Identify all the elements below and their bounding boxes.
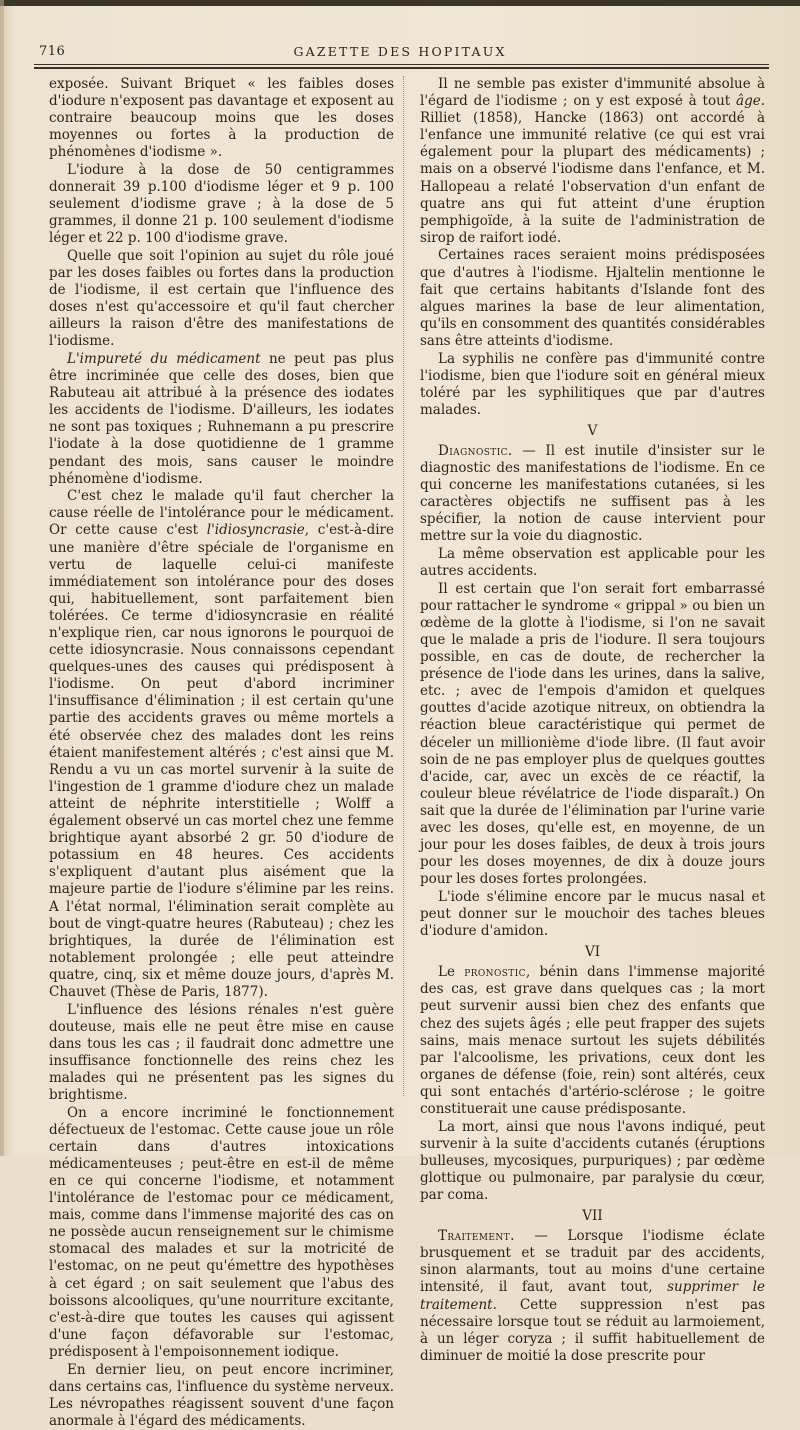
section-label: pronostic	[464, 964, 526, 981]
paragraph-text: , bénin dans l'immense majorité des cas, est grave dans quelques cas ; la mort peut survenir aussi bien chez des enfants que chez des sujets âgés ; elle peut frapper des sujets sains, mais menace surtout les sujets débilités par l'alcoolisme, les privations, ceux dont les organes de défense (foie, rein) sont altérés, ceux qui sont entachés d'artério-sclérose ; le goitre constituerait une cause prédisposante.	[420, 964, 765, 1118]
paragraph	[420, 964, 765, 1118]
section-label: Diagnostic.	[438, 442, 513, 459]
section-heading-v: V	[587, 422, 598, 439]
paragraph: La mort, ainsi que nous l'avons indiqué, peut survenir à la suite d'accidents cutanés (éruptions bulleuses, mycosiques, purpuriques) ; par œdème glottique ou pulmonaire, par paralysie du cœur, par coma.	[420, 1118, 765, 1203]
paragraph	[420, 76, 765, 247]
paragraph-text: . Cette suppression n'est pas nécessaire lorsque tout se réduit au larmoiement, à un léger coryza ; il suffit habituellement de diminuer de moitié la dose prescrite pour	[420, 1296, 765, 1364]
section-heading-vii: VII	[582, 1208, 603, 1225]
paragraph: exposée. Suivant Briquet « les faibles doses d'iodure n'exposent pas davantage et exposent au contraire beaucoup moins que les doses moyennes ou fortes à la production de phénomènes d'iodisme ».	[49, 76, 394, 161]
column-divider	[403, 76, 404, 1096]
section-label: Traitement.	[438, 1228, 515, 1245]
right-column	[420, 76, 765, 1365]
paragraph-text: . Rilliet (1858), Hancke (1863) ont accordé à l'enfance une immunité relative (ce qui est vrai également pour la plupart des médicaments) ; mais on a observé l'iodisme dans l'enfance, et M. Hallopeau a relaté l'observation d'un enfant de quatre ans qui fut atteint d'une éruption pemphigoïde, à la suite de l'administration de sirop de raifort iodé.	[420, 93, 765, 246]
paragraph	[420, 1228, 765, 1365]
italic-phrase: supprimer le traitement	[420, 1279, 765, 1313]
paragraph: L'iodure à la dose de 50 centigrammes donnerait 39 p.100 d'iodisme léger et 9 p. 100 seulement d'iodisme grave ; à la dose de 5 grammes, il donne 21 p. 100 seulement d'iodisme léger et 22 p. 100 d'iodisme grave.	[49, 161, 394, 247]
paragraph-text: Il ne semble pas exister d'immunité absolue à l'égard de l'iodisme ; on y est exposé à tout	[420, 76, 765, 110]
paragraph	[49, 488, 394, 1001]
header-rule-thin	[34, 64, 769, 65]
journal-title: GAZETTE DES HOPITAUX	[293, 44, 507, 59]
paragraph-text: Le	[438, 964, 465, 981]
paragraph-text: — Lorsque l'iodisme éclate brusquement et se traduit par des accidents, sinon alarmants, tout au moins d'une certaine intensité, il faut, avant tout,	[420, 1228, 765, 1296]
paragraph-text: C'est chez le malade qu'il faut chercher la cause réelle de l'intolérance pour le médicament. Or cette cause c'est	[49, 488, 394, 539]
paragraph: La même observation est applicable pour les autres accidents.	[420, 546, 765, 580]
paragraph: Quelle que soit l'opinion au sujet du rôle joué par les doses faibles ou fortes dans la production de l'iodisme, il est certain que l'influence des doses n'est qu'accessoire et qu'il faut chercher ailleurs la raison d'être des manifestations de l'iodisme.	[49, 247, 394, 350]
italic-phrase: âge	[736, 93, 761, 110]
section-heading-vi: VI	[584, 944, 601, 961]
left-column	[49, 76, 394, 1430]
paragraph	[49, 351, 394, 488]
italic-phrase: L'impureté du médicament	[67, 351, 261, 367]
page-number: 716	[39, 44, 66, 59]
paragraph: En dernier lieu, on peut encore incriminer, dans certains cas, l'influence du système nerveux. Les névropathes réagissent souvent d'une façon anormale à l'égard des médicaments.	[49, 1361, 394, 1429]
paragraph: L'influence des lésions rénales n'est guère douteuse, mais elle ne peut être mise en cause dans tous les cas ; il faudrait donc admettre une insuffisance fonctionnelle des reins chez les malades qui ne présentent pas les signes du brightisme.	[49, 1001, 394, 1104]
paragraph: On a encore incriminé le fonctionnement défectueux de l'estomac. Cette cause joue un rôle certain dans d'autres intoxications médicamenteuses ; peut-être en est-il de même en ce qui concerne l'iodisme, et notamment l'intolérance de l'estomac pour ce médicament, mais, comme dans l'immense majorité des cas on ne possède aucun renseignement sur le chimisme stomacal des malades et sur la motricité de l'estomac, on ne peut qu'émettre des hypothèses à cet égard ; on sait seulement que l'abus des boissons alcooliques, qu'une nourriture excitante, c'est-à-dire que toutes les causes qui agissent d'une façon défavorable sur l'estomac, prédisposent à l'empoisonnement iodique.	[49, 1104, 394, 1360]
paragraph: Certaines races seraient moins prédisposées que d'autres à l'iodisme. Hjaltelin mentionne le fait que certains habitants d'Islande font des algues marines la base de leur alimentation, qu'ils en consomment des quantités considérables sans être atteints d'iodisme.	[420, 247, 765, 349]
paragraph-text: , c'est-à-dire une manière d'être spéciale de l'organisme en vertu de laquelle celui-ci manifeste immédiatement son intolérance pour des doses qui, habituellement, sont parfaitement bien tolérées. Ce terme d'idiosyncrasie en réalité n'explique rien, car nous ignorons le pourquoi de cette idiosyncrasie. Nous connaissons cependant quelques-unes des causes qui prédisposent à l'iodisme. On peut d'abord incriminer l'insuffisance d'élimination ; il est certain qu'une partie des accidents graves ou même mortels a été observée chez des malades dont les reins étaient manifestement altérés ; c'est ainsi que M. Rendu a vu un cas mortel survenir à la suite de l'ingestion de 1 gramme d'iodure chez un malade atteint de néphrite interstitielle ; Wolff a également observé un cas mortel chez une femme brightique ayant absorbé 2 gr. 50 d'iodure de potassium en 48 heures. Ces accidents s'expliquent d'autant plus aisément que la majeure partie de l'iodure s'élimine par les reins. A l'état normal, l'élimination serait complète au bout de vingt-quatre heures (Rabuteau) ; chez les brightiques, la durée de l'élimination est notablement prolongée ; elle peut atteindre quatre, cinq, six et même douze jours, d'après M. Chauvet (Thèse de Paris, 1877).	[49, 522, 394, 1000]
paragraph: Il est certain que l'on serait fort embarrassé pour rattacher le syndrome « grippal » ou bien un œdème de la glotte à l'iodisme, si l'on ne savait que le malade a pris de l'iodure. Il sera toujours possible, en cas de doute, de rechercher la présence de l'iode dans les urines, dans la salive, etc. ; avec de l'empois d'amidon et quelques gouttes d'acide azotique nitreux, on obtiendra la réaction bleue caractéristique qui permet de déceler un millionième d'iode libre. (Il faut avoir soin de ne pas employer plus de quelques gouttes d'acide, car, avec un excès de ce réactif, la couleur bleue révélatrice de l'iode disparaît.) On sait que la durée de l'élimination par l'urine varie avec les doses, qu'elle est, en moyenne, de un jour pour les doses faibles, de deux à trois jours pour les doses moyennes, de dix à douze jours pour les doses fortes prolongées.	[420, 580, 765, 888]
paragraph-text: — Il est inutile d'insister sur le diagnostic des manifestations de l'iodisme. En ce qui concerne les manifestations cutanées, si les caractères objectifs ne suffisent pas à les spécifier, la notion de cause intervient pour mettre sur la voie du diagnostic.	[420, 442, 765, 545]
paragraph	[420, 443, 765, 546]
paragraph: La syphilis ne confère pas d'immunité contre l'iodisme, bien que l'iodure soit en général mieux toléré par les syphilitiques que par d'autres malades.	[420, 350, 765, 418]
italic-phrase: l'idiosyncrasie	[206, 522, 305, 539]
page-left-edge	[0, 0, 4, 1156]
scan-top-border	[0, 0, 800, 6]
page-header	[0, 40, 800, 64]
paragraph: L'iode s'élimine encore par le mucus nasal et peut donner sur le mouchoir des taches bleues d'iodure d'amidon.	[420, 888, 765, 940]
header-rule-thick	[34, 67, 769, 69]
paragraph-text: ne peut pas plus être incriminée que celle des doses, bien que Rabuteau ait attribué à la présence des iodates les accidents de l'iodisme. D'ailleurs, les iodates ne sont pas toxiques ; Ruhnemann a pu prescrire l'iodate à la dose quotidienne de 1 gramme pendant des mois, sans causer le moindre phénomène d'iodisme.	[49, 351, 394, 487]
